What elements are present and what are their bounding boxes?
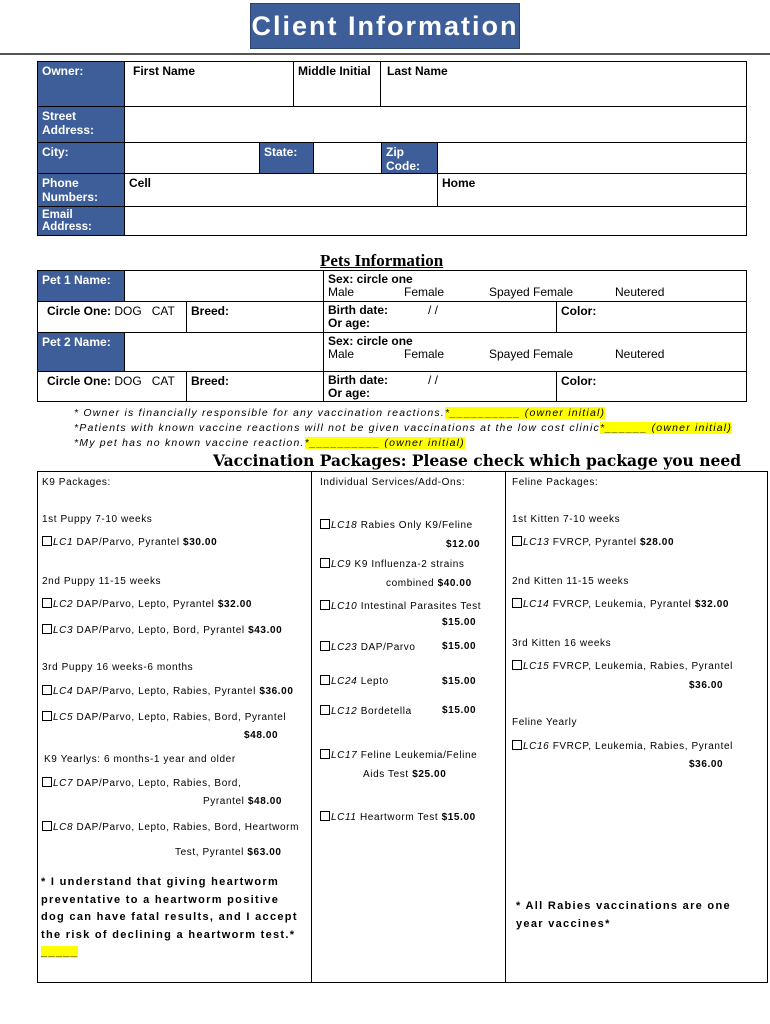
pet1-sex-spayed-female[interactable]: Spayed Female [489,285,574,299]
pet2-sex-male[interactable]: Male [328,347,355,361]
lc1-option[interactable] [42,536,217,548]
kitten3-heading: 3rd Kitten 16 weeks [512,638,612,649]
lc3-text: DAP/Parvo, Lepto, Bord, Pyrantel [76,625,245,636]
lc2-checkbox[interactable] [42,598,52,608]
lc11-code: LC11 [331,812,357,823]
lc15-price: $36.00 [689,680,724,691]
pet1-species-field[interactable] [37,301,187,333]
city-label: City: [37,142,125,174]
lc24-checkbox[interactable] [320,675,330,685]
lc11-checkbox[interactable] [320,811,330,821]
lc8-code: LC8 [53,822,74,833]
lc17-price: $25.00 [412,769,447,780]
note-financial-text: * Owner is financially responsible for any vaccination reactions. [74,407,445,419]
pet2-sex-female[interactable]: Female [404,347,445,361]
k9-puppy3-heading: 3rd Puppy 16 weeks-6 months [42,662,194,673]
lc14-checkbox[interactable] [512,598,522,608]
pet1-sex-field[interactable] [323,270,747,302]
lc12-option[interactable] [320,705,412,717]
lc3-checkbox[interactable] [42,624,52,634]
pet2-cat-option[interactable]: CAT [151,374,175,388]
lc10-text: Intestinal Parasites Test [360,601,482,612]
feline-yearly-heading: Feline Yearly [512,717,578,728]
lc24-option[interactable] [320,675,389,687]
note-no-reaction [74,437,465,449]
lc5-text: DAP/Parvo, Lepto, Rabies, Bord, Pyrantel [76,712,287,723]
pet2-sex-field[interactable] [323,332,747,372]
email-address-label: Email Address: [37,206,125,236]
lc16-option[interactable] [512,740,733,752]
pet1-color-label: Color: [561,304,597,318]
note-reactions [74,422,732,434]
pet1-color-field[interactable] [556,301,747,333]
lc11-text: Heartworm Test [359,812,439,823]
lc23-option[interactable] [320,641,416,653]
lc2-code: LC2 [53,599,74,610]
pet2-circle-one-label: Circle One: [47,374,112,388]
lc16-price: $36.00 [689,759,724,770]
pet2-color-label: Color: [561,374,597,388]
page-title: Client Information [250,3,520,49]
lc12-text: Bordetella [360,706,412,717]
lc7-price: $48.00 [247,796,283,807]
note-financial [74,407,605,419]
lc1-code: LC1 [53,537,74,548]
lc8-price: $63.00 [247,847,282,858]
kitten2-heading: 2nd Kitten 11-15 weeks [512,576,629,587]
lc9-line2 [386,578,472,589]
pet2-birth-date-label: Birth date: [328,373,388,387]
note-financial-initial[interactable]: *__________ (owner initial) [444,407,606,419]
lc14-option[interactable] [512,598,729,610]
lc8-line2 [175,847,282,858]
lc7-text2: Pyrantel [203,796,245,807]
lc14-price: $32.00 [694,599,730,610]
lc16-text: FVRCP, Leukemia, Rabies, Pyrantel [552,741,733,752]
column-divider [505,471,506,983]
lc8-option[interactable] [42,821,299,833]
pet1-sex-label: Sex: circle one [328,272,413,286]
lc12-price: $15.00 [442,705,477,716]
note-reactions-text: *Patients with known vaccine reactions will not be given vaccinations at the low cost clinic [74,422,600,434]
lc1-price: $30.00 [183,537,218,548]
last-name-label: Last Name [387,64,448,78]
lc4-text: DAP/Parvo, Lepto, Rabies, Pyrantel [76,686,256,697]
heartworm-note [41,874,303,962]
lc17-option[interactable] [320,749,477,761]
lc23-checkbox[interactable] [320,641,330,651]
lc13-text: FVRCP, Pyrantel [552,537,637,548]
pet2-birth-slashes: / / [428,373,439,387]
lc23-code: LC23 [331,642,358,653]
state-label: State: [259,142,314,174]
state-field[interactable] [313,142,382,174]
lc7-option[interactable] [42,777,241,789]
lc15-checkbox[interactable] [512,660,522,670]
lc11-price: $15.00 [441,812,476,823]
feline-packages-header: Feline Packages: [512,477,599,488]
lc4-price: $36.00 [259,686,294,697]
k9-yearlys-heading: K9 Yearlys: 6 months-1 year and older [44,754,236,765]
lc5-price: $48.00 [244,730,279,741]
k9-puppy2-heading: 2nd Puppy 11-15 weeks [42,576,162,587]
lc23-price: $15.00 [442,641,477,652]
lc16-checkbox[interactable] [512,740,522,750]
pet1-sex-male[interactable]: Male [328,285,355,299]
lc3-code: LC3 [53,625,74,636]
lc16-code: LC16 [523,741,550,752]
pet1-birth-slashes: / / [428,303,439,317]
street-address-field[interactable] [124,106,747,143]
lc15-text: FVRCP, Leukemia, Rabies, Pyrantel [552,661,733,672]
phone-numbers-label: Phone Numbers: [37,173,125,207]
k9-puppy1-heading: 1st Puppy 7-10 weeks [42,514,153,525]
note-no-reaction-text: *My pet has no known vaccine reaction. [74,437,305,449]
lc11-option[interactable] [320,811,476,823]
pet2-sex-neutered[interactable]: Neutered [615,347,665,361]
lc8-text2: Test, Pyrantel [175,847,244,858]
pet1-sex-neutered[interactable]: Neutered [615,285,665,299]
title-divider [0,53,770,55]
pet2-birth-date-field[interactable] [323,371,557,402]
pet2-color-field[interactable] [556,371,747,402]
zip-code-field[interactable] [437,142,747,174]
middle-initial-label: Middle Initial [298,64,371,78]
pet2-sex-spayed-female[interactable]: Spayed Female [489,347,574,361]
k9-packages-header: K9 Packages: [42,477,111,488]
note-no-reaction-initial[interactable]: *__________ (owner initial) [304,437,465,449]
lc2-option[interactable] [42,598,252,610]
pet1-breed-field[interactable] [186,301,324,333]
note-reactions-initial[interactable]: *______ (owner initial) [599,422,733,434]
pet2-sex-label: Sex: circle one [328,334,413,348]
pet2-or-age-label: Or age: [328,386,371,400]
lc9-code: LC9 [331,559,352,570]
lc12-checkbox[interactable] [320,705,330,715]
lc14-text: FVRCP, Leukemia, Pyrantel [552,599,692,610]
lc23-text: DAP/Parvo [360,642,416,653]
vaccination-heading: Vaccination Packages: Please check which package you need [213,451,742,470]
individual-services-header: Individual Services/Add-Ons: [320,477,466,488]
lc18-code: LC18 [331,520,358,531]
lc9-price: $40.00 [437,578,472,589]
lc24-price: $15.00 [442,676,477,687]
pet2-name-field[interactable] [124,332,324,372]
lc12-code: LC12 [331,706,358,717]
pet1-cat-option[interactable]: CAT [151,304,175,318]
pet1-name-label: Pet 1 Name: [37,270,125,302]
lc8-text: DAP/Parvo, Lepto, Rabies, Bord, Heartworm [76,822,300,833]
lc2-text: DAP/Parvo, Lepto, Pyrantel [76,599,215,610]
lc18-text: Rabies Only K9/Feline [360,520,473,531]
lc15-option[interactable] [512,660,733,672]
lc15-code: LC15 [523,661,550,672]
pet2-name-label: Pet 2 Name: [37,332,125,372]
rabies-note: * All Rabies vaccinations are one year vaccines* [516,900,731,930]
lc18-price: $12.00 [446,539,481,550]
lc7-checkbox[interactable] [42,777,52,787]
pet1-birth-date-field[interactable] [323,301,557,333]
heartworm-initial[interactable]: _____ [41,946,79,958]
city-field[interactable] [124,142,260,174]
lc8-checkbox[interactable] [42,821,52,831]
lc5-code: LC5 [53,712,74,723]
lc9-text2: combined [386,578,435,589]
lc1-checkbox[interactable] [42,536,52,546]
lc2-price: $32.00 [217,599,253,610]
lc14-code: LC14 [523,599,550,610]
lc4-option[interactable] [42,685,294,697]
cell-phone-field[interactable] [124,173,438,207]
pet2-species-field[interactable] [37,371,187,402]
lc17-code: LC17 [331,750,358,761]
home-phone-field[interactable] [437,173,747,207]
pet2-dog-option[interactable]: DOG [114,374,142,388]
last-name-field[interactable] [380,61,747,107]
lc9-option[interactable] [320,558,464,570]
lc4-checkbox[interactable] [42,685,52,695]
lc4-code: LC4 [53,686,74,697]
lc17-text: Feline Leukemia/Feline [360,750,478,761]
lc1-text: DAP/Parvo, Pyrantel [76,537,180,548]
lc3-option[interactable] [42,624,282,636]
pet1-sex-female[interactable]: Female [404,285,445,299]
lc17-checkbox[interactable] [320,749,330,759]
lc13-price: $28.00 [639,537,675,548]
lc13-option[interactable] [512,536,674,548]
lc9-text: K9 Influenza-2 strains [354,559,465,570]
lc3-price: $43.00 [248,625,283,636]
lc9-checkbox[interactable] [320,558,330,568]
owner-label: Owner: [37,61,125,107]
pet1-or-age-label: Or age: [328,316,371,330]
lc17-line2 [363,769,446,780]
lc13-code: LC13 [523,537,550,548]
street-address-label: Street Address: [37,106,125,143]
pet1-breed-label: Breed: [191,304,230,318]
home-label: Home [442,176,476,190]
pet2-breed-field[interactable] [186,371,324,402]
lc17-text2: Aids Test [363,769,409,780]
lc7-line2 [203,796,282,807]
pet1-circle-one-label: Circle One: [47,304,112,318]
middle-initial-field[interactable] [293,61,381,107]
lc10-checkbox[interactable] [320,600,330,610]
lc24-text: Lepto [360,676,389,687]
first-name-field[interactable] [124,61,294,107]
lc5-option[interactable] [42,711,286,723]
lc13-checkbox[interactable] [512,536,522,546]
pet1-dog-option[interactable]: DOG [114,304,142,318]
pet1-birth-date-label: Birth date: [328,303,388,317]
pets-heading: Pets Information [320,251,444,270]
kitten1-heading: 1st Kitten 7-10 weeks [512,514,621,525]
zip-code-label: Zip Code: [381,142,438,174]
pet1-name-field[interactable] [124,270,324,302]
lc18-checkbox[interactable] [320,519,330,529]
lc7-code: LC7 [53,778,74,789]
email-address-field[interactable] [124,206,747,236]
lc5-checkbox[interactable] [42,711,52,721]
lc24-code: LC24 [331,676,358,687]
lc10-code: LC10 [331,601,358,612]
pet2-breed-label: Breed: [191,374,230,388]
lc18-option[interactable] [320,519,473,531]
first-name-label: First Name [133,64,196,78]
lc10-price: $15.00 [442,617,477,628]
column-divider [311,471,312,983]
lc7-text: DAP/Parvo, Lepto, Rabies, Bord, [76,778,242,789]
cell-label: Cell [129,176,152,190]
heartworm-note-text: * I understand that giving heartworm preventative to a heartworm positive dog can have fatal results, and I accept the risk of declining a heartworm test.* [41,876,298,941]
lc10-option[interactable] [320,600,481,612]
